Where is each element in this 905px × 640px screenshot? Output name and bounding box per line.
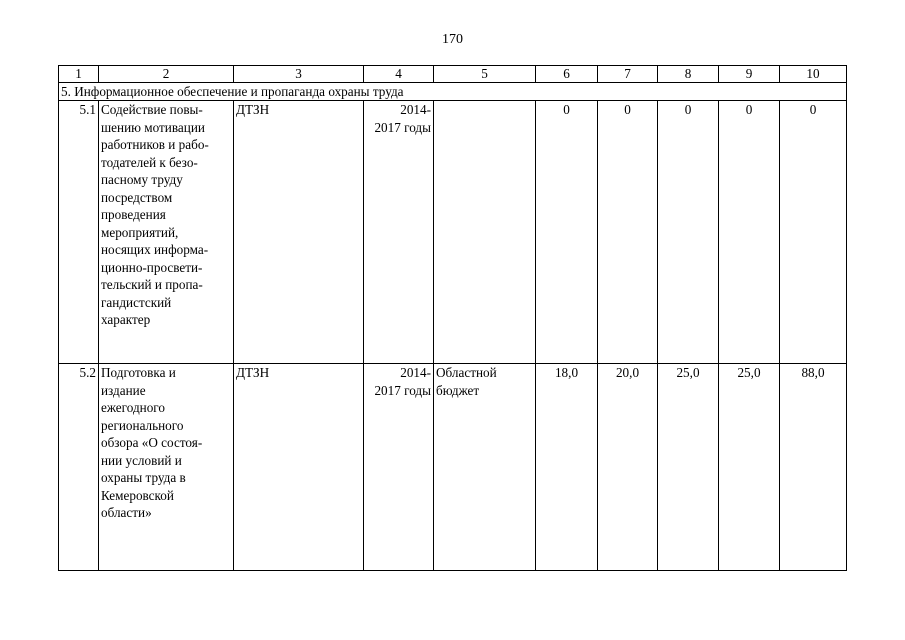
page-number: 170 (442, 32, 463, 47)
section-title: 5. Информационное обеспечение и пропаганда охраны труда (59, 83, 847, 101)
executor: ДТЗН (234, 364, 364, 571)
measure-name: Подготовка и издание ежегодного регионального обзора «О состоя- нии условий и охраны труда в Кемеровской области» (99, 364, 234, 571)
table-row (59, 101, 847, 364)
section-row (59, 83, 847, 101)
column-header: 9 (719, 66, 780, 83)
row-number: 5.2 (59, 364, 99, 571)
column-header: 8 (658, 66, 719, 83)
period: 2014- 2017 годы (364, 364, 434, 571)
funding-source (434, 101, 536, 364)
column-header: 3 (234, 66, 364, 83)
column-number-row (59, 66, 847, 83)
column-header: 7 (598, 66, 658, 83)
value-cell: 0 (658, 101, 719, 364)
period: 2014- 2017 годы (364, 101, 434, 364)
value-cell: 18,0 (536, 364, 598, 571)
value-cell: 0 (780, 101, 847, 364)
column-header: 6 (536, 66, 598, 83)
column-header: 2 (99, 66, 234, 83)
value-cell: 0 (719, 101, 780, 364)
column-header: 10 (780, 66, 847, 83)
value-cell: 88,0 (780, 364, 847, 571)
program-table (58, 65, 847, 571)
column-header: 5 (434, 66, 536, 83)
funding-source: Областной бюджет (434, 364, 536, 571)
column-header: 4 (364, 66, 434, 83)
value-cell: 0 (536, 101, 598, 364)
value-cell: 0 (598, 101, 658, 364)
measure-name: Содействие повы- шению мотивации работников и рабо- тодателей к безо- пасному труду посредством проведения мероприятий, носящих информа- ционно-просвети- тельский и пропа- гандистский характер (99, 101, 234, 364)
value-cell: 25,0 (719, 364, 780, 571)
row-number: 5.1 (59, 101, 99, 364)
table-row (59, 364, 847, 571)
executor: ДТЗН (234, 101, 364, 364)
column-header: 1 (59, 66, 99, 83)
value-cell: 25,0 (658, 364, 719, 571)
value-cell: 20,0 (598, 364, 658, 571)
